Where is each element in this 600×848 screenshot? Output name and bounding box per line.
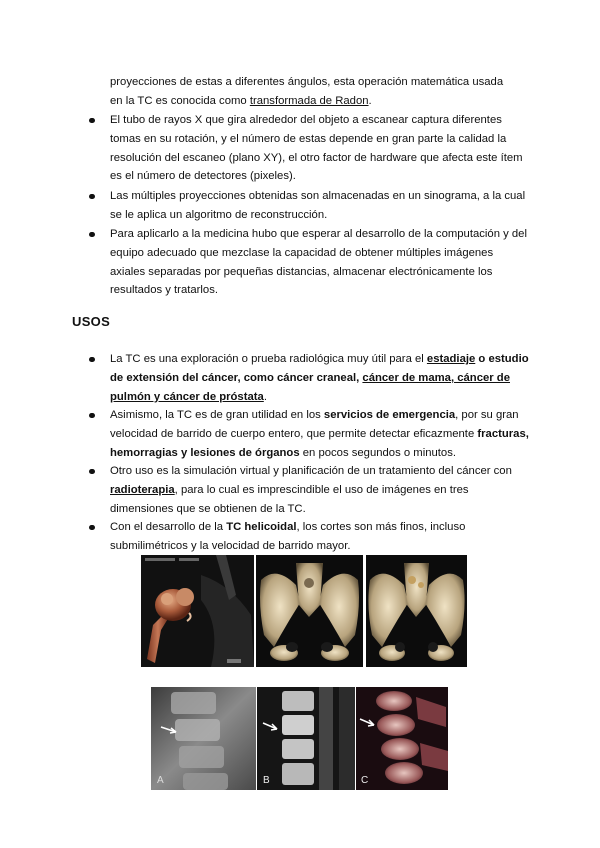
radon-link[interactable]: transformada de Radon <box>249 94 369 107</box>
usos-text: La TC es una exploración o prueba radiológica muy útil para el <box>110 353 427 365</box>
list-item <box>0 225 530 301</box>
intro-line-1: proyecciones de estas a diferentes ángulos, esta operación matemática usada <box>110 76 504 88</box>
list-item <box>0 406 530 462</box>
cancer-types-link[interactable]: cáncer de mama, cáncer de pulmón y cáncer de próstata <box>110 371 510 403</box>
intro-period: . <box>368 94 372 107</box>
label-b: B <box>263 775 270 786</box>
usos-text: , por su gran velocidad de barrido de cuerpo entero, que permite detectar eficazmente <box>110 409 519 440</box>
list-item <box>0 187 530 225</box>
intro-line-2 <box>110 92 530 111</box>
usos-text: Asimismo, la TC es de gran utilidad en los <box>110 409 324 421</box>
ct-pelvis-3d-image-2 <box>366 555 467 667</box>
usos-bold-text: o estudio de extensión del cáncer, como cáncer craneal, <box>110 353 529 384</box>
label-c: C <box>361 775 369 786</box>
list-item <box>0 111 530 187</box>
bullet-text: El tubo de rayos X que gira alrededor del objeto a escanear captura diferentes tomas en su rotación, y el número de estas depende en gran parte la calidad la resolución del escaneo (plano XY), el otro factor de hardware que afecta este ítem es el número de detectores (pixeles). <box>110 114 523 183</box>
usos-text: Con el desarrollo de la <box>110 521 227 533</box>
bullet-dot-icon <box>89 357 95 363</box>
usos-text: Otro uso es la simulación virtual y planificación de un tratamiento del cáncer con <box>110 465 512 477</box>
intro-paragraph <box>110 73 530 111</box>
helical-ct-text: TC helicoidal <box>226 521 297 533</box>
bullet-text: Las múltiples proyecciones obtenidas son almacenadas en un sinograma, a la cual se le aplica un algoritmo de reconstrucción. <box>110 190 526 221</box>
intro-text: en la TC es conocida como <box>110 94 250 107</box>
bullet-dot-icon <box>89 232 95 238</box>
usos-text: , para lo cual es imprescindible el uso de imágenes en tres dimensiones que se obtienen de la TC. <box>110 483 469 515</box>
usos-text: . <box>263 390 267 403</box>
injuries-text: fracturas, hemorragias y lesiones de órganos <box>110 427 529 459</box>
radioterapia-link[interactable]: radioterapia <box>110 483 175 496</box>
emergency-services-text: servicios de emergencia <box>323 409 456 421</box>
spine-ct-image-b <box>257 687 355 790</box>
section-heading-usos: USOS <box>72 314 111 329</box>
list-item <box>0 462 530 518</box>
bullet-text: Para aplicarlo a la medicina hubo que esperar al desarrollo de la computación y del equipo adecuado que mezclase la capacidad de obtener múltiples imágenes axiales separadas por pequeñas distancias, almacenar electrónicamente los resultados y tratarlos. <box>110 228 527 297</box>
usos-text: , los cortes son más finos, incluso submilimétricos y la velocidad de barrido mayor. <box>110 521 466 552</box>
bullet-dot-icon <box>89 469 95 475</box>
label-a: A <box>157 775 164 786</box>
bullet-list-top <box>0 111 600 301</box>
bullet-dot-icon <box>89 118 95 124</box>
list-item <box>0 350 530 406</box>
spine-xray-image-a <box>151 687 256 790</box>
bullet-list-usos <box>0 350 600 556</box>
bullet-dot-icon <box>89 194 95 200</box>
ct-pelvis-3d-image-1 <box>256 555 363 667</box>
estadiaje-link[interactable]: estadiaje <box>426 353 476 365</box>
ct-femur-3d-image <box>141 555 254 667</box>
spine-3d-image-c <box>356 687 448 790</box>
list-item <box>0 518 530 556</box>
bullet-dot-icon <box>89 525 95 531</box>
bullet-dot-icon <box>89 413 95 419</box>
usos-text: en pocos segundos o minutos. <box>299 446 456 459</box>
